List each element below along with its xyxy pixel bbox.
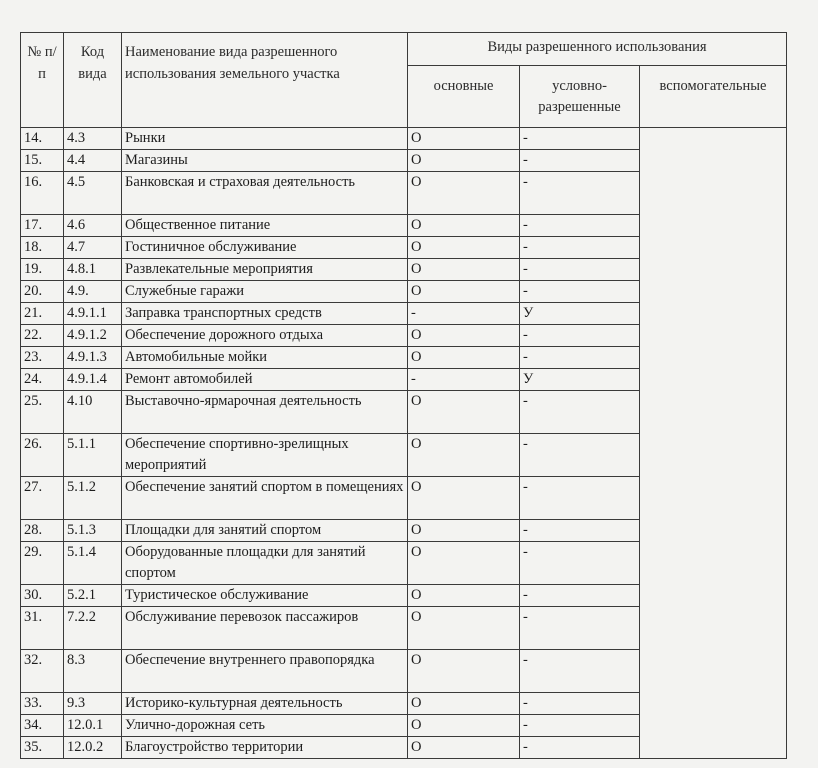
row-conditional-use: У	[520, 369, 640, 391]
row-conditional-use: -	[520, 150, 640, 172]
row-number: 31.	[21, 607, 64, 650]
row-code: 5.1.2	[64, 477, 122, 520]
row-number: 33.	[21, 693, 64, 715]
header-auxiliary: вспомогательные	[640, 66, 787, 128]
row-main-use: О	[408, 237, 520, 259]
header-name: Наименование вида разрешенного использования земельного участка	[122, 33, 408, 128]
row-conditional-use: -	[520, 434, 640, 477]
row-conditional-use: -	[520, 715, 640, 737]
row-conditional-use: -	[520, 650, 640, 693]
row-main-use: О	[408, 325, 520, 347]
row-number: 18.	[21, 237, 64, 259]
row-code: 4.8.1	[64, 259, 122, 281]
row-conditional-use: -	[520, 128, 640, 150]
row-name: Рынки	[122, 128, 408, 150]
table-body	[21, 128, 787, 759]
row-conditional-use: -	[520, 215, 640, 237]
row-number: 25.	[21, 391, 64, 434]
row-main-use: -	[408, 369, 520, 391]
header-group: Виды разрешенного использования	[408, 33, 787, 66]
row-number: 20.	[21, 281, 64, 303]
row-conditional-use: -	[520, 737, 640, 759]
row-code: 8.3	[64, 650, 122, 693]
row-main-use: О	[408, 281, 520, 303]
row-number: 28.	[21, 520, 64, 542]
row-code: 4.9.1.1	[64, 303, 122, 325]
row-number: 24.	[21, 369, 64, 391]
row-name: Общественное питание	[122, 215, 408, 237]
row-main-use: -	[408, 303, 520, 325]
row-name: Выставочно-ярмарочная деятельность	[122, 391, 408, 434]
row-conditional-use: -	[520, 520, 640, 542]
row-name: Развлекательные мероприятия	[122, 259, 408, 281]
row-code: 4.10	[64, 391, 122, 434]
header-conditional: условно-разрешенные	[520, 66, 640, 128]
row-name: Обеспечение спортивно-зрелищных мероприятий	[122, 434, 408, 477]
row-conditional-use: -	[520, 585, 640, 607]
land-use-table	[20, 32, 787, 759]
row-main-use: О	[408, 347, 520, 369]
row-number: 22.	[21, 325, 64, 347]
row-name: Площадки для занятий спортом	[122, 520, 408, 542]
row-name: Благоустройство территории	[122, 737, 408, 759]
row-conditional-use: -	[520, 259, 640, 281]
row-name: Историко-культурная деятельность	[122, 693, 408, 715]
row-conditional-use: -	[520, 281, 640, 303]
row-code: 4.6	[64, 215, 122, 237]
row-code: 7.2.2	[64, 607, 122, 650]
row-code: 4.3	[64, 128, 122, 150]
row-number: 32.	[21, 650, 64, 693]
row-code: 4.9.1.3	[64, 347, 122, 369]
row-name: Автомобильные мойки	[122, 347, 408, 369]
row-main-use: О	[408, 259, 520, 281]
row-code: 5.1.1	[64, 434, 122, 477]
row-main-use: О	[408, 477, 520, 520]
row-code: 5.1.4	[64, 542, 122, 585]
row-number: 26.	[21, 434, 64, 477]
row-name: Банковская и страховая деятельность	[122, 172, 408, 215]
row-main-use: О	[408, 215, 520, 237]
row-name: Оборудованные площадки для занятий спортом	[122, 542, 408, 585]
row-main-use: О	[408, 737, 520, 759]
row-main-use: О	[408, 585, 520, 607]
row-code: 4.7	[64, 237, 122, 259]
header-code: Код вида	[64, 33, 122, 128]
row-main-use: О	[408, 650, 520, 693]
row-main-use: О	[408, 391, 520, 434]
row-number: 30.	[21, 585, 64, 607]
row-code: 5.2.1	[64, 585, 122, 607]
header-main: основные	[408, 66, 520, 128]
row-main-use: О	[408, 128, 520, 150]
row-number: 21.	[21, 303, 64, 325]
auxiliary-use-cell	[640, 128, 787, 759]
row-main-use: О	[408, 607, 520, 650]
row-number: 16.	[21, 172, 64, 215]
row-main-use: О	[408, 542, 520, 585]
row-main-use: О	[408, 434, 520, 477]
row-code: 4.4	[64, 150, 122, 172]
row-number: 23.	[21, 347, 64, 369]
row-code: 9.3	[64, 693, 122, 715]
row-main-use: О	[408, 715, 520, 737]
row-conditional-use: -	[520, 237, 640, 259]
row-code: 12.0.1	[64, 715, 122, 737]
row-code: 4.9.1.4	[64, 369, 122, 391]
row-number: 35.	[21, 737, 64, 759]
row-conditional-use: -	[520, 325, 640, 347]
row-main-use: О	[408, 520, 520, 542]
row-name: Магазины	[122, 150, 408, 172]
row-conditional-use: У	[520, 303, 640, 325]
row-code: 4.5	[64, 172, 122, 215]
row-conditional-use: -	[520, 477, 640, 520]
row-conditional-use: -	[520, 542, 640, 585]
header-num: № п/п	[21, 33, 64, 128]
row-conditional-use: -	[520, 391, 640, 434]
row-number: 27.	[21, 477, 64, 520]
row-conditional-use: -	[520, 172, 640, 215]
row-conditional-use: -	[520, 693, 640, 715]
row-code: 5.1.3	[64, 520, 122, 542]
row-main-use: О	[408, 693, 520, 715]
row-main-use: О	[408, 150, 520, 172]
row-code: 4.9.1.2	[64, 325, 122, 347]
row-code: 12.0.2	[64, 737, 122, 759]
row-number: 15.	[21, 150, 64, 172]
row-number: 17.	[21, 215, 64, 237]
row-name: Туристическое обслуживание	[122, 585, 408, 607]
row-name: Гостиничное обслуживание	[122, 237, 408, 259]
row-name: Служебные гаражи	[122, 281, 408, 303]
row-conditional-use: -	[520, 347, 640, 369]
row-name: Обслуживание перевозок пассажиров	[122, 607, 408, 650]
row-name: Обеспечение внутреннего правопорядка	[122, 650, 408, 693]
row-number: 29.	[21, 542, 64, 585]
table-row	[21, 128, 787, 150]
row-name: Обеспечение дорожного отдыха	[122, 325, 408, 347]
row-name: Заправка транспортных средств	[122, 303, 408, 325]
row-number: 34.	[21, 715, 64, 737]
row-number: 19.	[21, 259, 64, 281]
table-header	[21, 33, 787, 128]
row-code: 4.9.	[64, 281, 122, 303]
row-number: 14.	[21, 128, 64, 150]
row-conditional-use: -	[520, 607, 640, 650]
row-name: Улично-дорожная сеть	[122, 715, 408, 737]
row-name: Ремонт автомобилей	[122, 369, 408, 391]
row-name: Обеспечение занятий спортом в помещениях	[122, 477, 408, 520]
row-main-use: О	[408, 172, 520, 215]
